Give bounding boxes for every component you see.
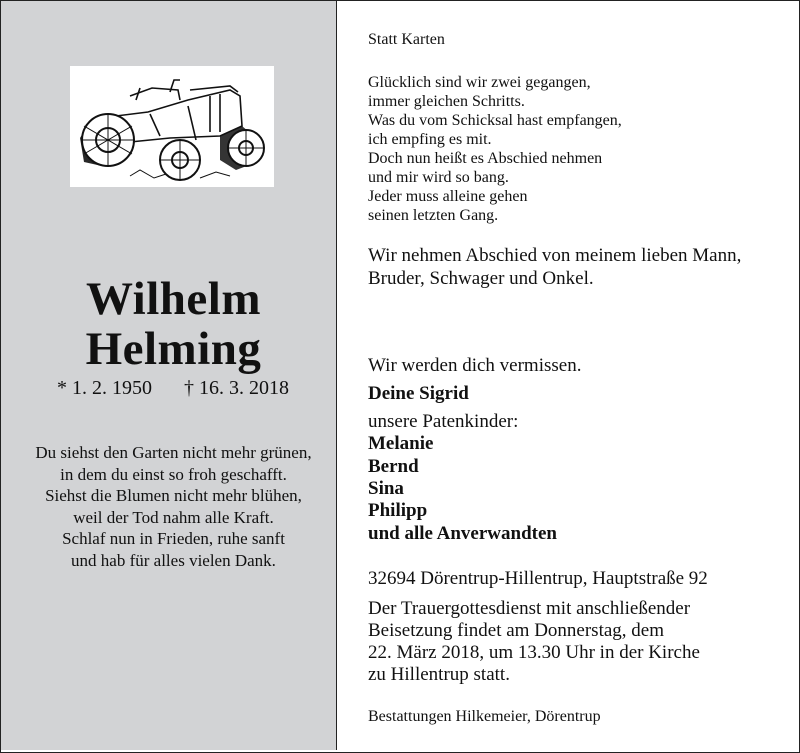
farewell-line: Bruder, Schwager und Onkel. <box>368 268 594 289</box>
godchild-name: Sina <box>368 478 404 499</box>
service-line: zu Hillentrup statt. <box>368 664 510 685</box>
tractor-icon <box>70 66 274 187</box>
godchildren-label: unsere Patenkinder: <box>368 411 519 432</box>
poem-line: ich empfing es mit. <box>368 131 492 148</box>
poem-line: Glücklich sind wir zwei gegangen, <box>368 74 591 91</box>
service-line: 22. März 2018, um 13.30 Uhr in der Kirche <box>368 642 700 663</box>
farewell-line: Wir nehmen Abschied von meinem lieben Mann, <box>368 245 742 266</box>
service-line: Der Trauergottesdienst mit anschließender <box>368 598 691 619</box>
poem-line: Was du vom Schicksal hast empfangen, <box>368 112 622 129</box>
poem-line: Siehst die Blumen nicht mehr blühen, <box>45 486 302 505</box>
deceased-first-name: Wilhelm <box>86 273 261 325</box>
deceased-last-name: Helming <box>85 323 262 375</box>
poem-line: und mir wird so bang. <box>368 169 509 186</box>
poem-line: seinen letzten Gang. <box>368 207 499 224</box>
godchild-name: Bernd <box>368 456 419 477</box>
birth-date: * 1. 2. 1950 <box>57 377 152 399</box>
godchild-name: Melanie <box>368 433 434 454</box>
poem-line: und hab für alles vielen Dank. <box>71 550 276 570</box>
poem-line: immer gleichen Schritts. <box>368 93 525 110</box>
right-poem <box>368 73 622 225</box>
death-date: † 16. 3. 2018 <box>184 377 289 399</box>
address-text: 32694 Dörentrup-Hillentrup, Hauptstraße 92 <box>368 568 708 589</box>
poem-line: Jeder muss alleine gehen <box>368 188 528 205</box>
left-poem <box>1 442 346 571</box>
poem-line: Schlaf nun in Frieden, ruhe sanft <box>62 529 285 548</box>
godchild-name: Philipp <box>368 500 428 521</box>
tractor-illustration <box>70 66 274 187</box>
left-panel <box>1 1 337 750</box>
header-text: Statt Karten <box>368 31 445 48</box>
poem-line: Du siehst den Garten nicht mehr grünen, <box>35 443 312 462</box>
poem-line: Doch nun heißt es Abschied nehmen <box>368 150 603 167</box>
service-line: Beisetzung findet am Donnerstag, dem <box>368 620 665 641</box>
poem-line: in dem du einst so froh geschafft. <box>60 464 287 484</box>
poem-line: weil der Tod nahm alle Kraft. <box>73 507 274 527</box>
mourner-wife: Deine Sigrid <box>368 383 469 404</box>
miss-you-text: Wir werden dich vermissen. <box>368 355 582 376</box>
undertaker-text: Bestattungen Hilkemeier, Dörentrup <box>368 708 601 725</box>
relatives-text: und alle Anverwandten <box>368 523 557 544</box>
